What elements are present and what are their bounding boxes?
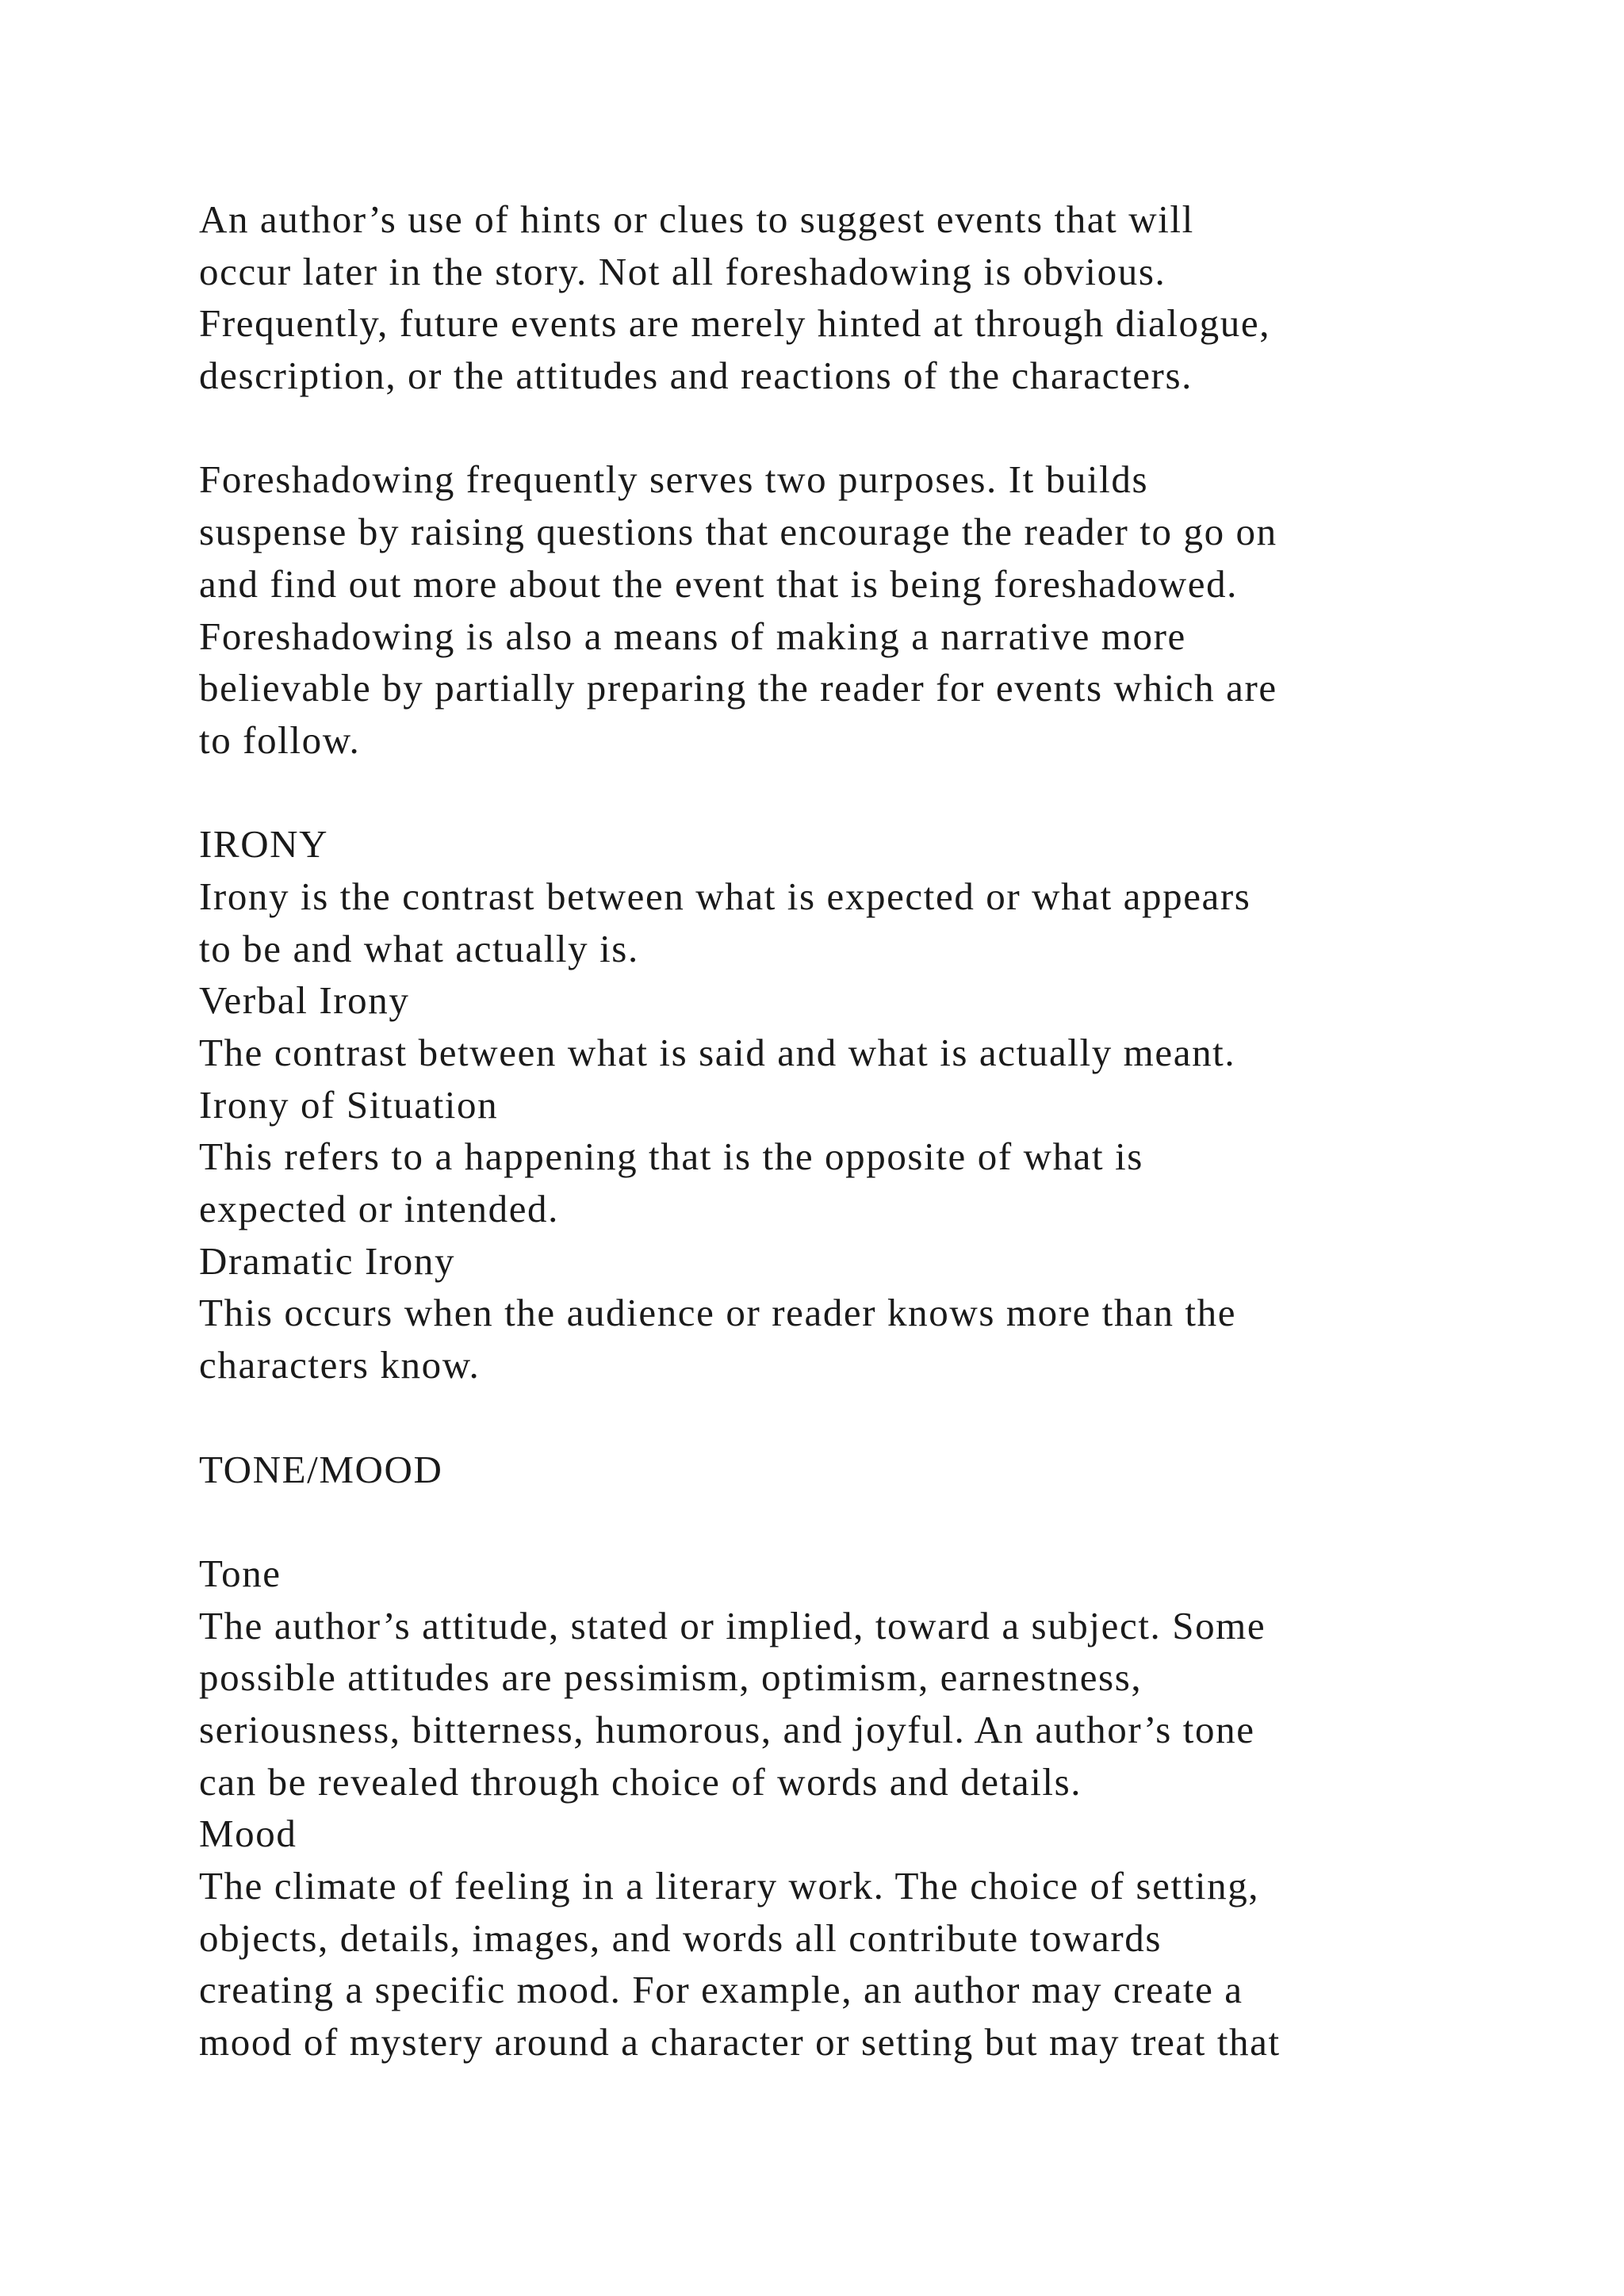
text-line: objects, details, images, and words all contribute towards: [199, 1915, 1162, 1960]
paragraph-spacer: [199, 767, 1468, 819]
subheading-mood: Mood: [199, 1812, 297, 1856]
text-line: expected or intended.: [199, 1187, 559, 1231]
text-line: Foreshadowing frequently serves two purposes. It builds: [199, 457, 1149, 502]
text-line: The author’s attitude, stated or implied, toward a subject. Some: [199, 1603, 1266, 1647]
text-line: characters know.: [199, 1343, 481, 1387]
text-line: to follow.: [199, 718, 361, 762]
paragraph-spacer: [199, 402, 1468, 454]
text-line: and find out more about the event that is being foreshadowed.: [199, 561, 1239, 606]
text-line: Foreshadowing is also a means of making a narrative more: [199, 614, 1186, 658]
document-body: [199, 193, 1468, 2068]
section-heading: IRONY: [199, 822, 329, 867]
foreshadowing-definition-paragraph: [199, 193, 1468, 402]
subheading-dramatic-irony: Dramatic Irony: [199, 1238, 456, 1283]
text-line: suspense by raising questions that encourage the reader to go on: [199, 510, 1277, 554]
text-line: occur later in the story. Not all foreshadowing is obvious.: [199, 249, 1166, 293]
text-line: This occurs when the audience or reader knows more than the: [199, 1291, 1237, 1335]
text-line: Frequently, future events are merely hinted at through dialogue,: [199, 301, 1271, 346]
paragraph-spacer: [199, 1495, 1468, 1548]
text-line: An author’s use of hints or clues to suggest events that will: [199, 197, 1194, 241]
section-heading: TONE/MOOD: [199, 1447, 443, 1491]
subheading-tone: Tone: [199, 1551, 282, 1595]
foreshadowing-purposes-paragraph: [199, 453, 1468, 766]
subheading-irony-of-situation: Irony of Situation: [199, 1082, 499, 1127]
text-line: can be revealed through choice of words and details.: [199, 1759, 1082, 1804]
text-line: This refers to a happening that is the opposite of what is: [199, 1135, 1143, 1179]
text-line: creating a specific mood. For example, an author may create a: [199, 1968, 1243, 2012]
text-line: The contrast between what is said and what is actually meant.: [199, 1031, 1236, 1074]
text-line: description, or the attitudes and reactions of the characters.: [199, 354, 1193, 398]
paragraph-spacer: [199, 1391, 1468, 1444]
subheading-verbal-irony: Verbal Irony: [199, 978, 410, 1023]
text-line: Irony is the contrast between what is expected or what appears: [199, 874, 1251, 918]
tone-mood-section: [199, 1444, 1468, 2068]
text-line: possible attitudes are pessimism, optimism, earnestness,: [199, 1655, 1143, 1700]
text-line: to be and what actually is.: [199, 926, 639, 970]
text-line: seriousness, bitterness, humorous, and joyful. An author’s tone: [199, 1707, 1255, 1751]
text-line: The climate of feeling in a literary work. The choice of setting,: [199, 1864, 1260, 1908]
text-line: mood of mystery around a character or setting but may treat that: [199, 2020, 1281, 2064]
text-line: believable by partially preparing the reader for events which are: [199, 666, 1277, 710]
irony-section: [199, 818, 1468, 1391]
